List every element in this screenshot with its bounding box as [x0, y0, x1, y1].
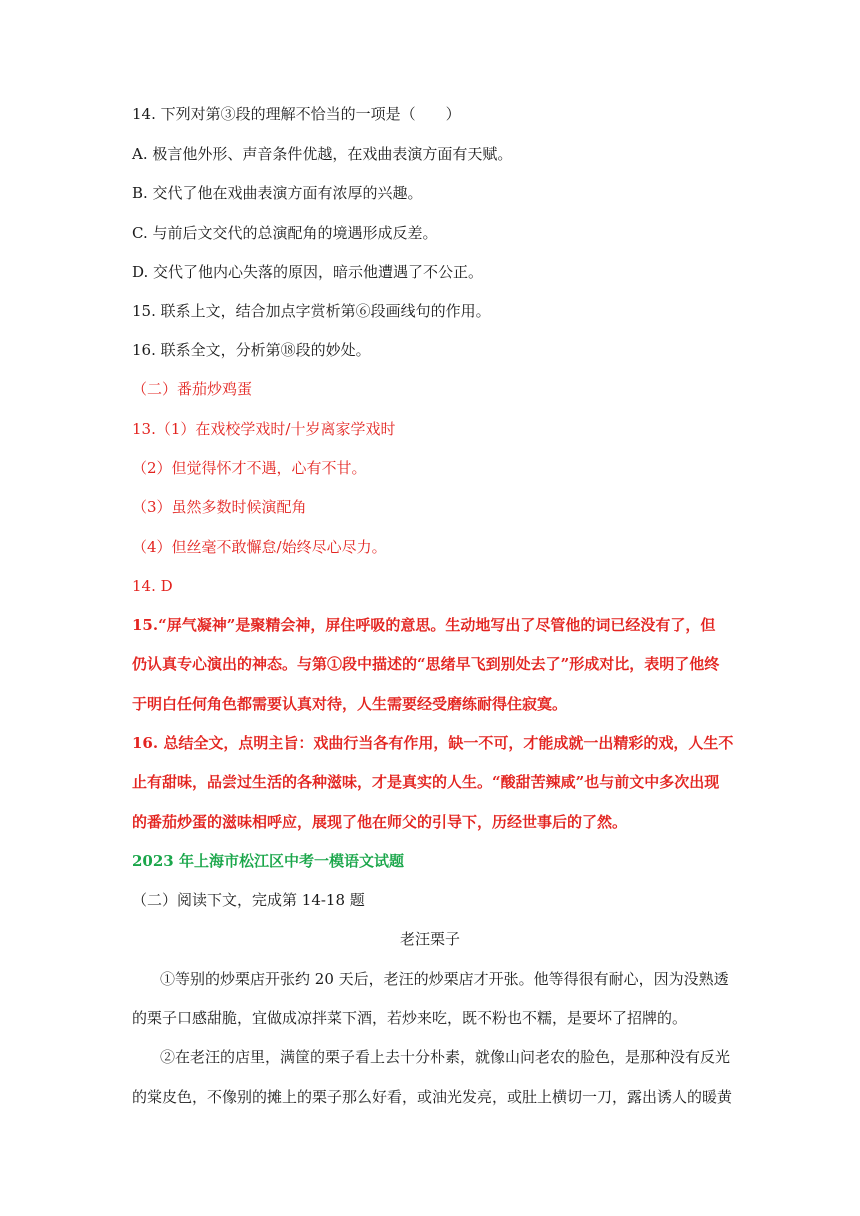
article-title: 老汪栗子	[399, 930, 460, 948]
question-16: 16. 联系全文，分析第⑱段的妙处。	[132, 341, 371, 359]
answer-16-line-2: 止有甜味，品尝过生活的各种滋味，才是真实的人生。“酸甜苦辣咸”也与前文中多次出现	[132, 773, 720, 791]
answer-heading: （二）番茄炒鸡蛋	[132, 380, 253, 398]
answer-15-line-3: 于明白任何角色都需要认真对待，人生需要经受磨练耐得住寂寞。	[132, 695, 568, 713]
paragraph-1-line-1: ①等别的炒栗店开张约 20 天后，老汪的炒栗店才开张。他等得很有耐心，因为没熟透	[160, 970, 729, 988]
answer-15-line-2: 仍认真专心演出的神态。与第①段中描述的“思绪早飞到别处去了”形成对比，表明了他终	[132, 655, 720, 673]
question-15: 15. 联系上文，结合加点字赏析第⑥段画线句的作用。	[132, 302, 491, 320]
answer-16-line-1: 16. 总结全文，点明主旨：戏曲行当各有作用，缺一不可，才能成就一出精彩的戏，人生不	[132, 734, 734, 752]
answer-13-3: （3）虽然多数时候演配角	[132, 498, 307, 516]
question-14-option-d: D. 交代了他内心失落的原因，暗示他遭遇了不公正。	[132, 263, 484, 281]
paragraph-2-line-2: 的棠皮色，不像别的摊上的栗子那么好看，或油光发亮，或肚上横切一刀，露出诱人的暖黄	[132, 1088, 733, 1106]
question-14-option-a: A. 极言他外形、声音条件优越，在戏曲表演方面有天赋。	[132, 145, 513, 163]
question-14: 14. 下列对第③段的理解不恰当的一项是（ ）	[132, 105, 461, 123]
answer-16-line-3: 的番茄炒蛋的滋味相呼应，展现了他在师父的引导下，历经世事后的了然。	[132, 813, 628, 831]
question-14-option-c: C. 与前后文交代的总演配角的境遇形成反差。	[132, 224, 438, 242]
answer-13-4: （4）但丝毫不敢懈怠/始终尽心尽力。	[132, 538, 387, 556]
paragraph-2-line-1: ②在老汪的店里，满筐的栗子看上去十分朴素，就像山问老农的脸色，是那种没有反光	[160, 1048, 731, 1066]
section-instruction: （二）阅读下文，完成第 14-18 题	[132, 891, 365, 909]
paragraph-1-line-2: 的栗子口感甜脆，宜做成凉拌菜下酒，若炒来吃，既不粉也不糯，是要坏了招牌的。	[132, 1009, 688, 1027]
answer-13-1: 13.（1）在戏校学戏时/十岁离家学戏时	[132, 420, 396, 438]
exam-title: 2023 年上海市松江区中考一模语文试题	[132, 852, 404, 870]
question-14-option-b: B. 交代了他在戏曲表演方面有浓厚的兴趣。	[132, 184, 423, 202]
answer-14: 14. D	[132, 577, 173, 595]
answer-13-2: （2）但觉得怀才不遇，心有不甘。	[132, 459, 367, 477]
answer-15-line-1: 15.“屏气凝神”是聚精会神，屏住呼吸的意思。生动地写出了尽管他的词已经没有了，但	[132, 616, 716, 634]
